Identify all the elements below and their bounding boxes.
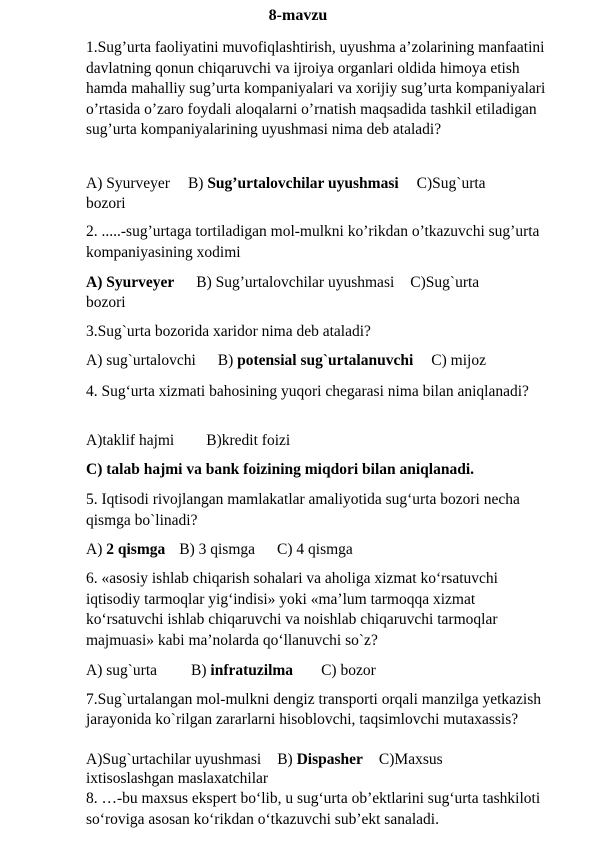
q7-option-c: C)Maxsus xyxy=(378,751,443,768)
q2-option-c: C)Sug`urta xyxy=(410,274,480,291)
question-6-text: 6. «asosiy ishlab chiqarish sohalari va aholiga xizmat ko‘rsatuvchi iqtisodiy tarmoqlar yig‘indisi» yoki «ma’lum tarmoqqa xizmat ko‘rsatuvchi ishlab chiqaruvchi va noishlab chiqaruvchi tarmoqlar majmuasi» kabi ma’nolarda qo‘llanuvchi so`z? xyxy=(86,570,498,649)
question-2-text: 2. .....-sug’urtaga tortiladigan mol-mulkni ko’rikdan o’tkazuvchi sug’urta kompaniyasining xodimi xyxy=(86,223,540,261)
q1-option-c: C)Sug`urta xyxy=(416,175,486,192)
q3-option-a: A) sug`urtalovchi xyxy=(86,352,196,369)
question-4-options xyxy=(86,431,290,451)
q1-option-c-cont: bozori xyxy=(86,195,126,212)
question-6-options xyxy=(86,661,376,681)
q4-option-c: C) talab hajmi va bank foizining miqdori bilan aniqlanadi. xyxy=(86,461,475,478)
page-title: 8-mavzu xyxy=(268,7,328,24)
q2-option-c-cont: bozori xyxy=(86,294,126,311)
q1-option-b: Sug’urtalovchilar uyushmasi xyxy=(207,175,399,192)
q3-option-b-prefix: B) xyxy=(217,352,238,369)
question-4-option-c xyxy=(86,460,474,480)
q6-option-a: A) sug`urta xyxy=(86,662,158,679)
q4-option-a: A)taklif hajmi xyxy=(86,432,175,449)
q7-option-b-prefix: B) xyxy=(277,751,297,768)
question-2-options xyxy=(86,273,479,293)
question-1-text: 1.Sug’urta faoliyatini muvofiqlashtirish, uyushma a’zolarining manfaatini davlatning qonun chiqaruvchi va ijroiya organlari oldida himoya etish hamda mahalliy sug’urta kompaniyalari va xorijiy sug’urta kompaniyalari o’rtasida o’zaro foydali aloqalarni o’rnatish maqsadida tashkil etiladigan sug’urta kompaniyalarining uyushmasi nima deb ataladi? xyxy=(86,39,546,139)
q5-option-a-prefix: A) xyxy=(86,541,107,558)
question-7-text: 7.Sug`urtalangan mol-mulkni dengiz transporti orqali manzilga yetkazish jarayonida ko`rilgan zararlarni hisoblovchi, taqsimlovchi mutaxassis? xyxy=(86,691,541,728)
q7-option-c-cont: ixtisoslashgan maslaxatchilar xyxy=(86,770,269,787)
q7-option-a: A)Sug`urtachilar uyushmasi xyxy=(86,751,262,768)
question-7-options xyxy=(86,750,443,770)
q2-option-a: A) Syurveyer xyxy=(86,274,175,291)
question-8-text: 8. …-bu maxsus ekspert bo‘lib, u sug‘urta ob’ektlarini sug‘urta tashkiloti so‘roviga asosan ko‘rikdan o‘tkazuvchi sub’ekt sanaladi. xyxy=(86,790,541,828)
q6-option-b-prefix: B) xyxy=(191,662,211,679)
q3-option-b: potensial sug`urtalanuvchi xyxy=(237,352,414,369)
question-3-text: 3.Sug`urta bozorida xaridor nima deb ataladi? xyxy=(86,323,371,340)
question-3-options xyxy=(86,351,486,371)
q6-option-c: C) bozor xyxy=(321,662,376,679)
q5-option-c: C) 4 qismga xyxy=(277,541,353,558)
q4-option-b: B)kredit foizi xyxy=(206,432,291,449)
q1-option-a: A) Syurveyer xyxy=(86,175,170,192)
q6-option-b: infratuzilma xyxy=(210,662,294,679)
q5-option-a: 2 qismga xyxy=(106,541,166,558)
question-1-options xyxy=(86,174,486,194)
q1-option-b-prefix: B) xyxy=(187,175,208,192)
question-4-text: 4. Sug‘urta xizmati bahosining yuqori chegarasi nima bilan aniqlanadi? xyxy=(86,383,529,400)
question-5-options xyxy=(86,540,353,560)
q2-option-b: B) Sug’urtalovchilar uyushmasi xyxy=(196,274,395,291)
q7-option-b: Dispasher xyxy=(296,751,363,768)
question-5-text: 5. Iqtisodi rivojlangan mamlakatlar amaliyotida sug‘urta bozori necha qismga bo`linadi? xyxy=(86,491,520,529)
q5-option-b: B) 3 qismga xyxy=(179,541,256,558)
q3-option-c: C) mijoz xyxy=(431,352,486,369)
